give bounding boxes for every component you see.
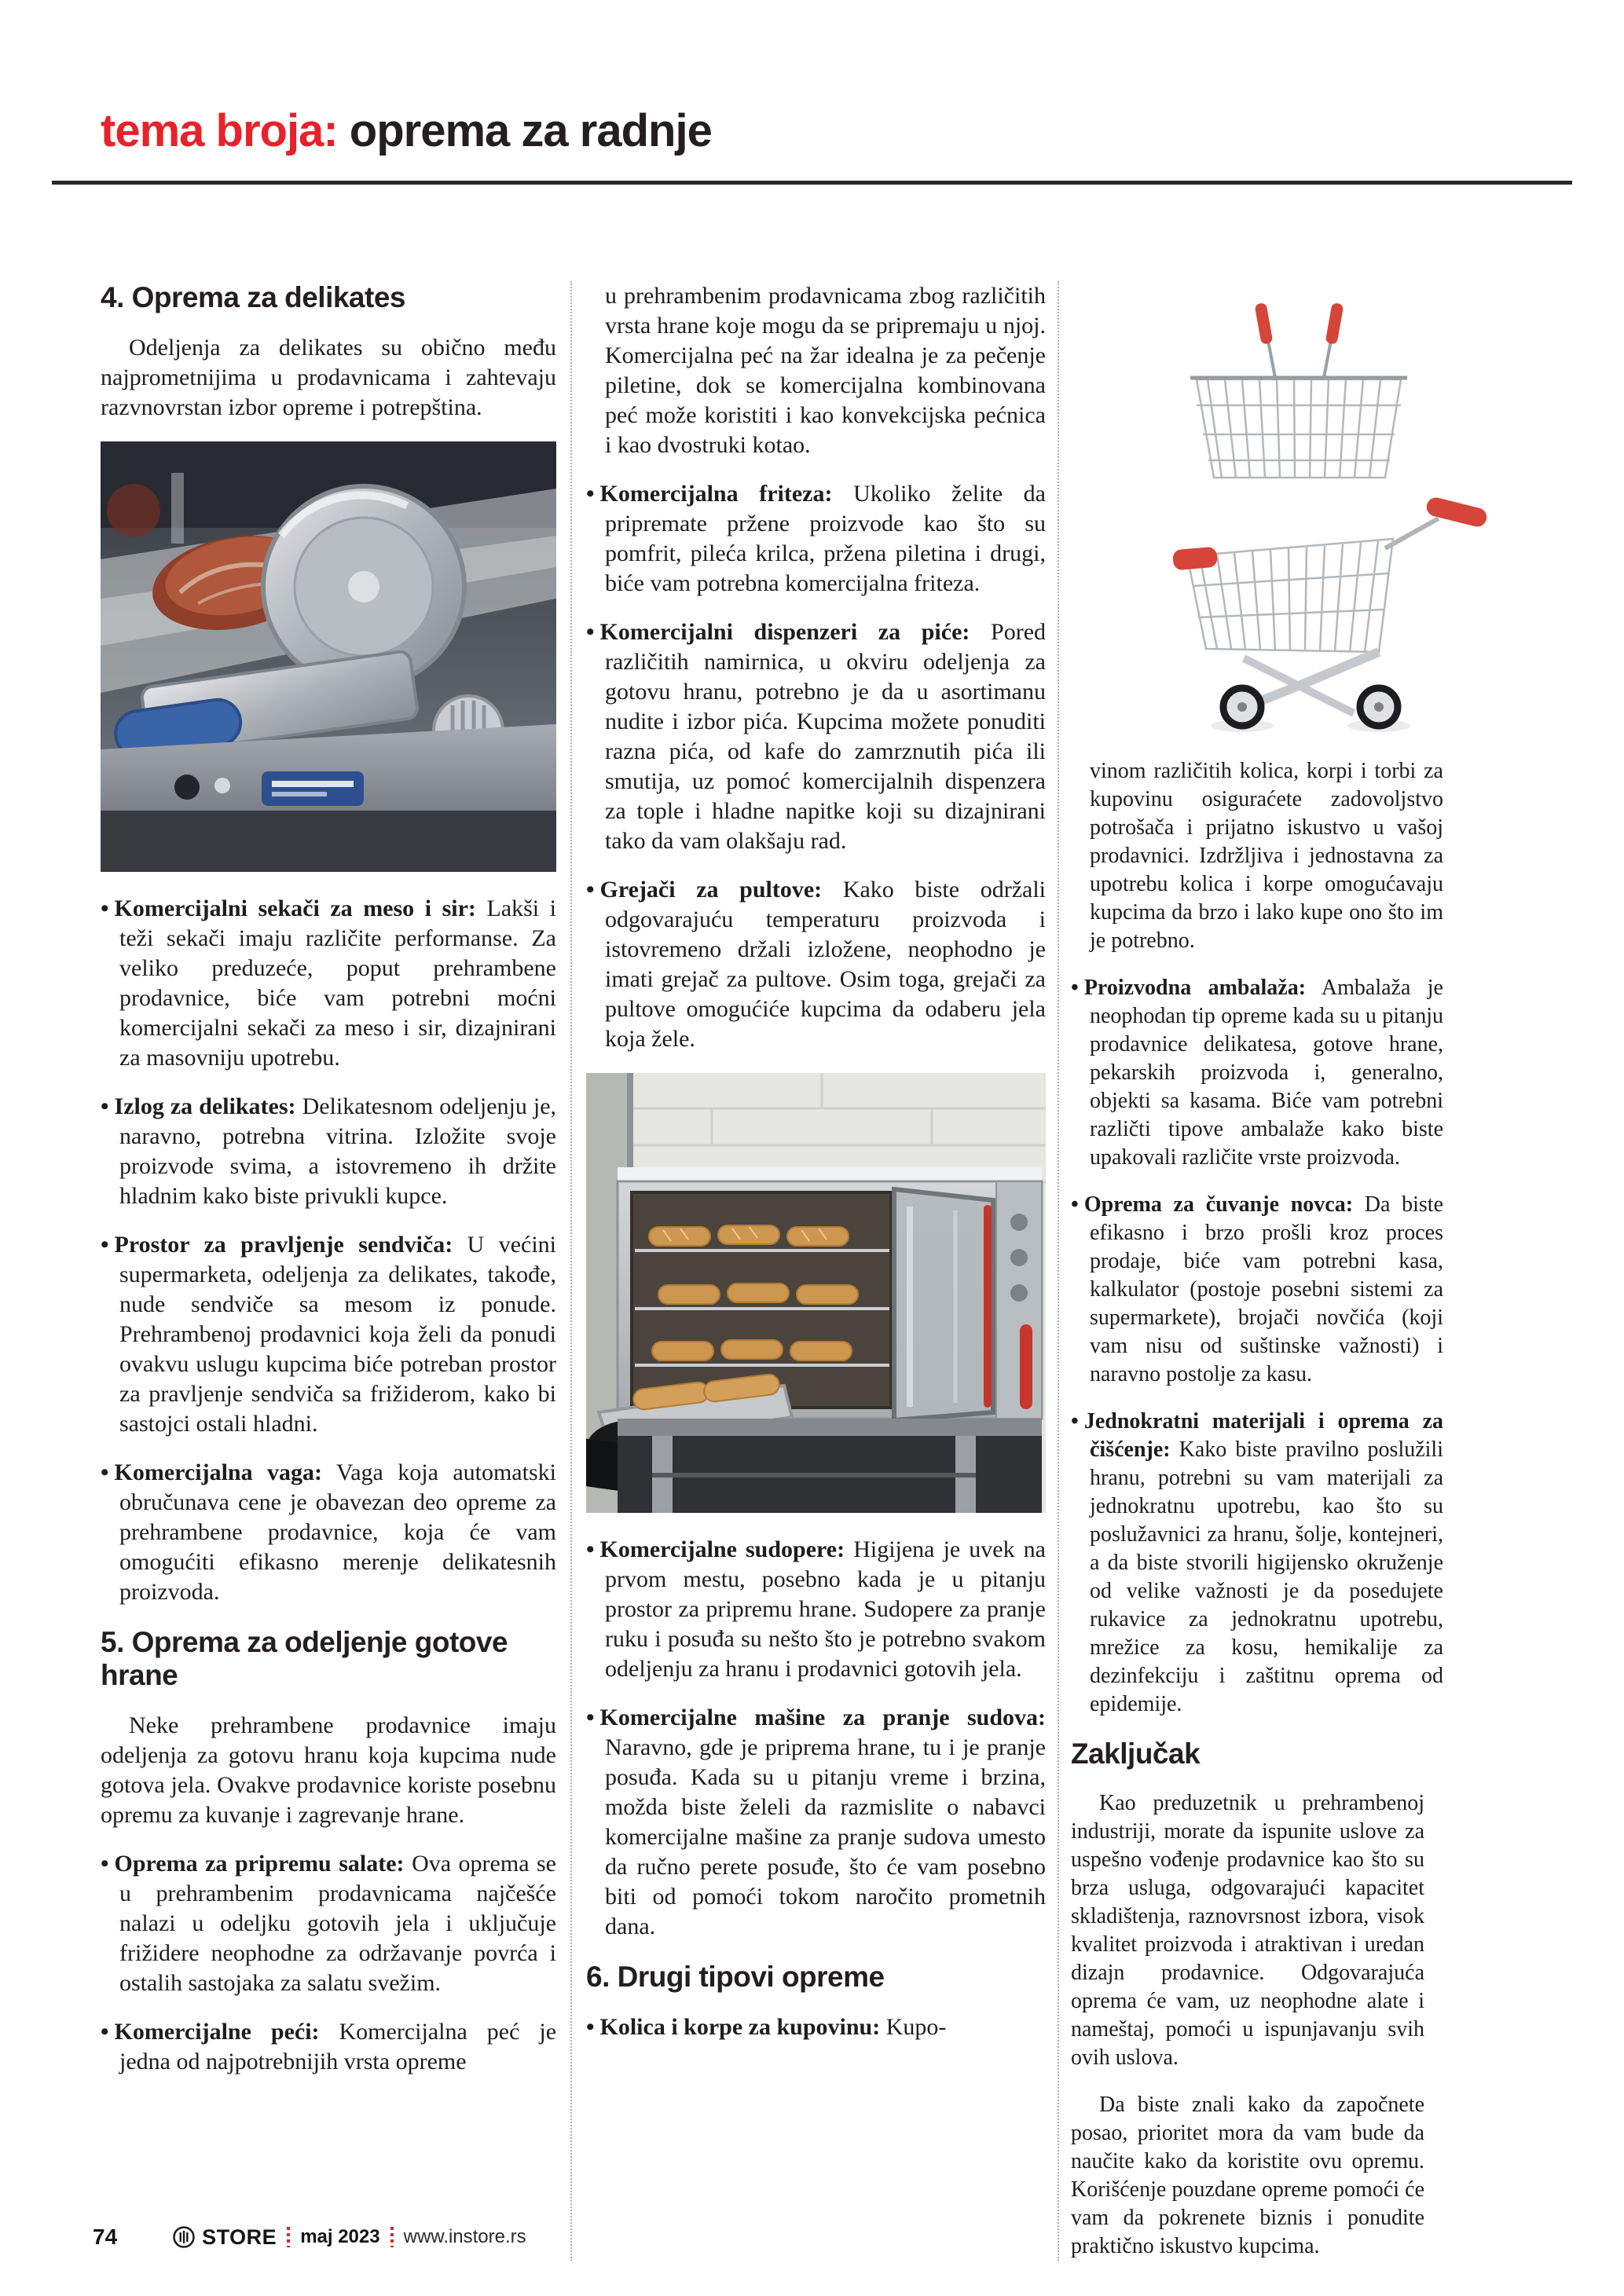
bullet-text: Ambalaža je neophodan tip opreme kada su u pitanju prodavnice delikatesa, gotove hrane, pekarskih proizvoda i, generalno, objekti sa kasama. Biće vam potrebni različti tipove ambalaže kako biste upakovali različite vrste proizvoda. [1090,976,1443,1170]
continuation-paragraph: vinom različitih kolica, korpi i torbi za kupovinu osiguraćete zadovoljstvo potrošača i prijatno iskustvo u vašoj prodavnici. Izdržljiva i jednostavna za upotrebu kolica i korpe omogućavaju kupcima da brzo i lako kupe ono što im je potrebno. [1090,759,1443,953]
footer-separator [390,2227,394,2247]
bullet-text: Kako biste održali odgovarajuću temperaturu proizvoda i istovremeno držali izložene, neophodno je imati grejač za pultove. Osim toga, grejači za pultove omogućiće kupcima da odaberu jela koja žele. [605,877,1047,1052]
section-heading-drugi-tipovi: 6. Drugi tipovi opreme [586,1961,885,1993]
bullet-text: Delikatesnom odeljenju je, naravno, potrebna vitrina. Izložite svoje proizvode svima, a istovremeno ih držite hladnim kako biste privukli kupce. [119,1093,557,1209]
bullet-item [1071,1191,1443,1389]
continuation-paragraph: u prehrambenim prodavnicama zbog različitih vrsta hrane koje mogu da se pripremaju u njoj. Komercijalna peć na žar idealna je za pečenje piletine, dok se komercijalna kombinovana peć može koristiti i kao konvekcijska pećnica i kao dvostruki kotao. [605,283,1046,458]
bullet-text: Higijena je uvek na prvom mestu, posebno kada je u pitanju prostor za pripremu hrane. Sudopere za pranje ruku i posuđa su nešto što je potrebno svakom odeljenju za hranu i prodavnici gotovih jela. [605,1536,1046,1682]
bullet-text: Vaga koja automatski obručunava cene je obavezan deo opreme za prehrambene prodavnice, koja će vam omogućiti efikasno merenje delikatesnih proizvoda. [119,1459,556,1605]
meat-slicer-photo [101,441,556,872]
bullet-item [586,1535,1046,1684]
paragraph: Da biste znali kako da započnete posao, prioritet mora da vam bude da naučite kako da koristite ovu opremu. Korišćenje pouzdane opreme pomoći će vam da pokrenete biznis i ponudite praktično iskustvo kupcima. [1071,2093,1424,2258]
bullet-text: U većini supermarketa, odeljenja za delikates, takođe, nude sendviče sa mesom iz ponude. Prehrambenoj prodavnici koja želi da ponudi ovakvu uslugu kupcima biće potreban prostor za pravljenje sendviča sa frižiderom, kako bi sastojci ostali hladni. [119,1232,556,1437]
bullet-lead: Komercijalne peći: [114,2019,320,2045]
bullet-lead: Jednokratni materijali i oprema za čišćenje: [1083,1409,1443,1462]
section-heading-delikates: 4. Oprema za delikates [101,281,405,313]
bullet-item [1071,974,1443,1172]
column-divider [570,281,572,2261]
bullet-text: Lakši i teži sekači imaju različite performanse. Za veliko preduzeće, poput prehrambene prodavnice, biće vam potrebni moćni komercijalni sekači za meso i sir, dizajnirani za masovniju upotrebu. [119,895,556,1071]
bullet-lead: Komercijalna vaga: [114,1459,322,1485]
column-2 [586,281,1046,2261]
bullet-item [101,1458,556,1607]
header-kicker: tema broja: [101,105,338,156]
bullet-text: Da biste efikasno i brzo prošli kroz proces prodaje, biće vam potrebni kasa, kalkulator (postoje posebni sistemi za supermarkete), brojači novčića (koji vam nisu od suštinske važnosti) i naravno postolje za kasu. [1090,1192,1444,1386]
bullet-lead: Komercijalna friteza: [599,481,833,507]
column-3 [1071,281,1511,2261]
bullet-item [1071,1408,1443,1719]
bullet-lead: Oprema za čuvanje novca: [1083,1192,1354,1217]
paragraph: Kao preduzetnik u prehrambenoj industriji, morate da ispunite uslove za uspešno vođenje prodavnice kao što su brza usluga, odgovarajući kapacitet skladištenja, raznovrsnost izbora, visok kvalitet proizvoda i atraktivan i uredan dizajn prodavnice. Odgovarajuća oprema će vam, uz neophodne alate i nameštaj, pomoći u ispunjavanju svih ovih uslova. [1071,1791,1424,2070]
instore-logo-icon [172,2225,196,2249]
paragraph: Odeljenja za delikates su obično među najprometnijima u prodavnicama i zahtevaju razvnovrstan izbor opreme i potrepština. [101,335,556,420]
bullet-item [101,1092,556,1211]
bullet-lead: Komercijalne mašine za pranje sudova: [599,1705,1046,1730]
section-heading-zakljucak: Zaključak [1071,1738,1201,1770]
bullet-lead: Komercijalni sekači za meso i sir: [114,895,476,921]
column-divider [1058,281,1059,2261]
bullet-text: Kupo- [885,2014,947,2040]
bullet-text: Ova oprema se u prehrambenim prodavnicama najčešće nalazi u odeljku gotovih jela i uključuje frižidere neophodne za održavanje povrća i ostalih sastojaka za salatu svežim. [119,1851,556,1996]
column-1 [101,281,556,2261]
instore-logo [172,2225,277,2250]
section-heading-gotova-hrana: 5. Oprema za odeljenje gotove hrane [101,1626,508,1691]
shopping-cart-photo [1149,289,1495,737]
bullet-lead: Izlog za delikates: [114,1093,296,1119]
bullet-item [586,1703,1046,1942]
convection-oven-photo [586,1073,1046,1513]
bullet-lead: Proizvodna ambalaža: [1083,976,1307,1000]
bullet-text: Ukoliko želite da pripremate pržene proizvode kao što su pomfrit, pileća krilca, pržena piletina i drugi, biće vam potrebna komercijalna friteza. [605,481,1046,596]
bullet-item [586,617,1046,856]
page-header [101,105,1572,156]
bullet-item [586,479,1046,599]
bullet-text: Kako biste pravilno poslužili hranu, potrebni su vam materijali za jednokratnu upotrebu, kao što su poslužavnici za hranu, šolje, kontejneri, a da biste stvorili higijensko okruženje od velike važnosti je da posedujete rukavice za jednokratnu upotrebu, mrežice za kosu, hemikalije za dezinfekciju i zaštitnu oprema od epidemije. [1090,1437,1443,1716]
logo-text: STORE [202,2225,277,2249]
article-body [101,281,1511,2261]
bullet-item [101,894,556,1073]
page-number: 74 [93,2225,118,2249]
bullet-item [101,1230,556,1439]
bullet-lead: Kolica i korpe za kupovinu: [599,2014,881,2040]
bullet-item [101,2017,556,2077]
bullet-text: Pored različitih namirnica, u okviru odeljenja za gotovu hranu, potrebno je da u asortimanu nudite i izbor pića. Kupcima možete ponuditi razna pića, od kafe do zamrznutih pića ili smutija, uz pomoć komercijalnih dispenzera za tople i hladne napitke koji su dizajnirani tako da vam olakšaju rad. [605,619,1047,854]
issue-date: maj 2023 [300,2226,380,2247]
website-link[interactable]: www.instore.rs [403,2226,526,2247]
bullet-text: Komercijalna peć je jedna od najpotrebnijih vrsta opreme [119,2019,557,2074]
bullet-item [101,1849,556,1998]
header-rule [52,181,1572,185]
page-title [101,105,1572,156]
bullet-lead: Oprema za pripremu salate: [114,1851,405,1877]
bullet-lead: Prostor za pravljenje sendviča: [114,1232,453,1258]
paragraph: Neke prehrambene prodavnice imaju odeljenja za gotovu hranu koja kupcima nude gotova jela. Ovakve prodavnice koriste posebnu opremu za kuvanje i zagrevanje hrane. [101,1712,556,1828]
bullet-item [586,875,1046,1054]
bullet-lead: Komercijalni dispenzeri za piće: [599,619,970,645]
header-title: oprema za radnje [349,105,712,156]
bullet-item [586,2012,1046,2042]
bullet-lead: Grejači za pultove: [599,877,823,903]
footer-separator [287,2227,290,2247]
page-footer [93,2225,526,2250]
bullet-lead: Komercijalne sudopere: [599,1536,845,1562]
bullet-text: Naravno, gde je priprema hrane, tu i je pranje posuđa. Kada su u pitanju vreme i brzina, možda biste želeli da razmislite o nabavci komercijalne mašine za pranje sudova umesto da ručno perete posuđe, što će vam posebno biti od pomoći tokom naročito prometnih dana. [605,1734,1046,1939]
